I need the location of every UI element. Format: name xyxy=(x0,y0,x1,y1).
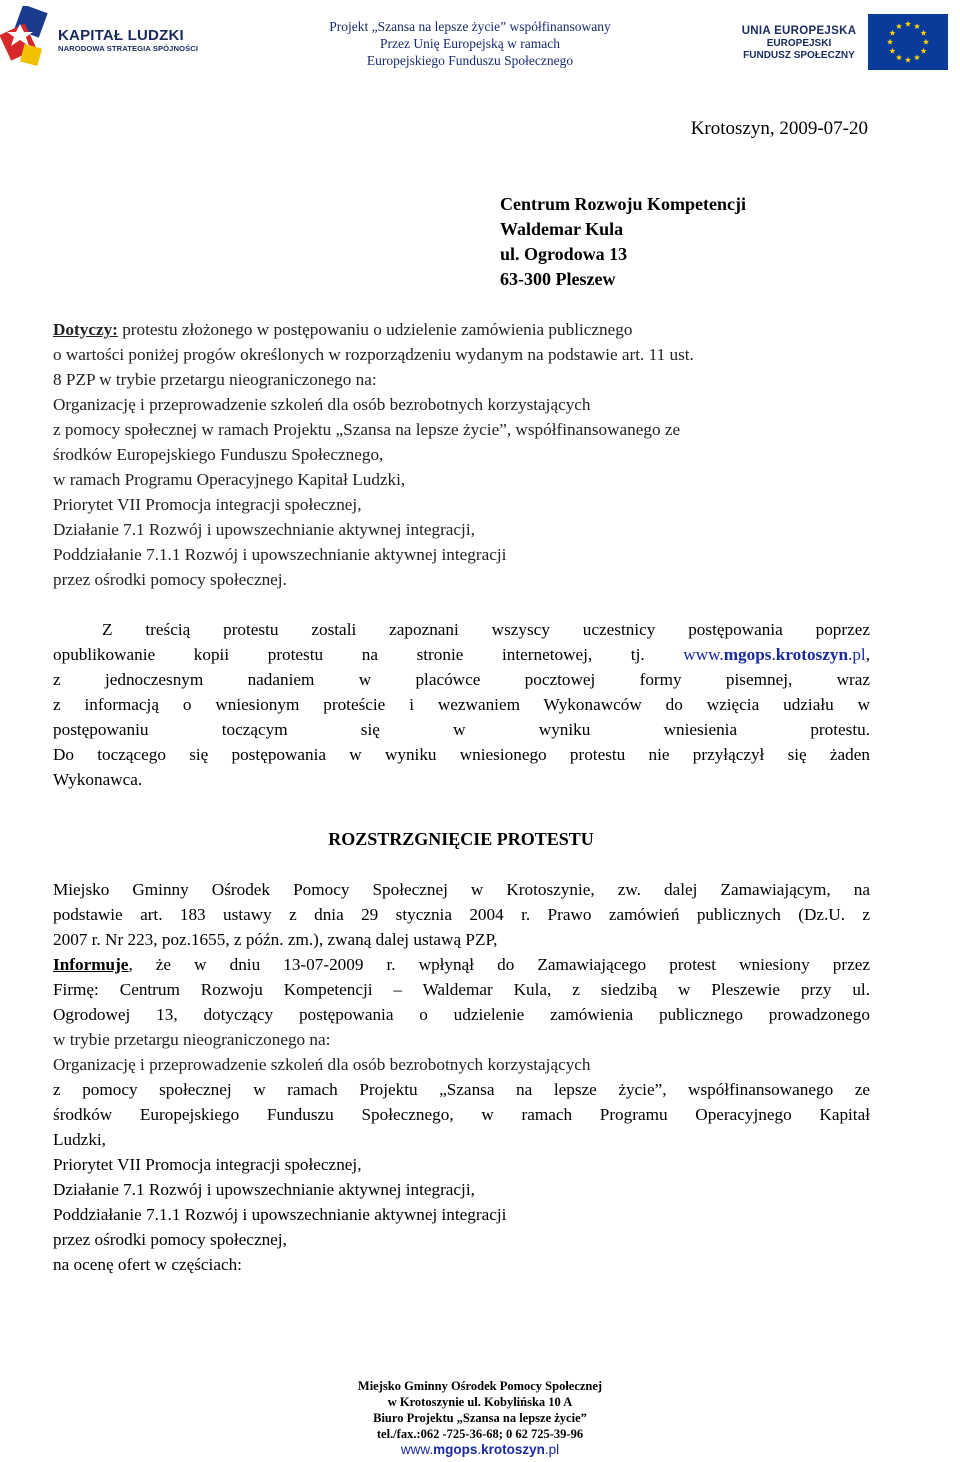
subject-line: Priorytet VII Promocja integracji społecznej, xyxy=(53,495,362,514)
mgops-website-link[interactable]: www.mgops.krotoszyn.pl xyxy=(683,645,866,664)
kapital-ludzki-subtitle: NARODOWA STRATEGIA SPÓJNOŚCI xyxy=(58,44,199,53)
eu-flag-icon xyxy=(868,14,948,70)
informuje-label: Informuje xyxy=(53,955,129,974)
recipient-address-line: ul. Ogrodowa 13 xyxy=(500,244,628,264)
decision-line: podstawie art. 183 ustawy z dnia 29 stycznia 2004 r. Prawo zamówień publicznych (Dz.U. z xyxy=(53,905,870,924)
decision-line: środków Europejskiego Funduszu Społecznego, w ramach Programu Operacyjnego Kapitał xyxy=(53,1105,870,1124)
subject-line: przez ośrodki pomocy społecznej. xyxy=(53,570,287,589)
protest-info-line: opublikowanie kopii protestu na stronie internetowej, tj. www.mgops.krotoszyn.pl, xyxy=(53,645,870,664)
decision-line: przez ośrodki pomocy społecznej, xyxy=(53,1230,287,1249)
eu-logo-title: UNIA EUROPEJSKA xyxy=(741,25,857,37)
decision-line: Ogrodowej 13, dotyczący postępowania o udzielenie zamówienia publicznego prowadzonego xyxy=(53,1005,870,1024)
footer-line: w Krotoszynie ul. Kobylińska 10 A xyxy=(387,1395,573,1409)
eu-logo-line: FUNDUSZ SPOŁECZNY xyxy=(743,50,855,61)
subject-line: o wartości poniżej progów określonych w rozporządzeniu wydanym na podstawie art. 11 ust. xyxy=(53,345,694,364)
decision-text: , że w dniu 13-07-2009 r. wpłynął do Zamawiającego protest wniesiony przez xyxy=(128,955,870,974)
subject-line: Poddziałanie 7.1.1 Rozwój i upowszechnianie aktywnej integracji xyxy=(53,545,507,564)
letter-date: Krotoszyn, 2009-07-20 xyxy=(690,118,868,139)
footer xyxy=(280,1378,680,1458)
project-header-line: Przez Unię Europejską w ramach xyxy=(380,36,560,51)
footer-website-link[interactable]: www.mgops.krotoszyn.pl xyxy=(400,1442,560,1457)
decision-line: na ocenę ofert w częściach: xyxy=(53,1255,242,1274)
protest-info-line: Wykonawca. xyxy=(53,770,143,789)
project-header-line: Projekt „Szansa na lepsze życie” współfinansowany xyxy=(329,19,611,34)
recipient-address-line: 63-300 Pleszew xyxy=(500,269,616,289)
protest-info-line: Z treścią protestu zostali zapoznani wszyscy uczestnicy postępowania poprzez xyxy=(102,620,870,639)
decision-informs-line xyxy=(53,955,870,975)
protest-info-text: opublikowanie kopii protestu na stronie internetowej, tj. xyxy=(53,645,645,664)
protest-info-line: z jednoczesnym nadaniem w placówce pocztowej formy pisemnej, wraz xyxy=(53,670,870,689)
subject-line: Działanie 7.1 Rozwój i upowszechnianie aktywnej integracji, xyxy=(53,520,475,539)
project-header xyxy=(300,18,640,69)
subject-label: Dotyczy: xyxy=(53,320,118,339)
decision-line: Miejsko Gminny Ośrodek Pomocy Społecznej w Krotoszynie, zw. dalej Zamawiającym, na xyxy=(53,880,870,899)
subject-line: 8 PZP w trybie przetargu nieograniczonego na: xyxy=(53,370,377,389)
recipient-address-line: Waldemar Kula xyxy=(500,219,624,239)
kapital-ludzki-logo xyxy=(0,6,215,74)
decision-line: 2007 r. Nr 223, poz.1655, z późn. zm.), zwaną dalej ustawą PZP, xyxy=(53,930,498,949)
footer-line: Miejsko Gminny Ośrodek Pomocy Społecznej xyxy=(357,1379,603,1393)
subject-line: w ramach Programu Operacyjnego Kapitał Ludzki, xyxy=(53,470,406,489)
protest-info-line: postępowaniu toczącym się w wyniku wniesienia protestu. xyxy=(53,720,870,739)
decision-line: Działanie 7.1 Rozwój i upowszechnianie aktywnej integracji, xyxy=(53,1180,475,1199)
protest-info-line: Do toczącego się postępowania w wyniku wniesionego protestu nie przyłączył się żaden xyxy=(53,745,870,764)
eu-logo xyxy=(730,10,955,80)
decision-line: Priorytet VII Promocja integracji społecznej, xyxy=(53,1155,362,1174)
footer-line: Biuro Projektu „Szansa na lepsze życie” xyxy=(373,1411,587,1425)
decision-line: w trybie przetargu nieograniczonego na: xyxy=(53,1030,331,1049)
footer-line: tel./fax.:062 -725-36-68; 0 62 725-39-96 xyxy=(376,1427,584,1441)
project-header-line: Europejskiego Funduszu Społecznego xyxy=(366,53,574,68)
decision-line: Ludzki, xyxy=(53,1130,106,1149)
subject-line: Organizację i przeprowadzenie szkoleń dla osób bezrobotnych korzystających xyxy=(53,395,591,414)
decision-line: Firmę: Centrum Rozwoju Kompetencji – Waldemar Kula, z siedzibą w Pleszewie przy ul. xyxy=(53,980,870,999)
subject-line: środków Europejskiego Funduszu Społecznego, xyxy=(53,445,384,464)
subject-first-line xyxy=(53,320,632,340)
subject-text: protestu złożonego w postępowaniu o udzielenie zamówienia publicznego xyxy=(117,320,633,339)
kapital-ludzki-title: KAPITAŁ LUDZKI xyxy=(58,27,184,44)
decision-line: Organizację i przeprowadzenie szkoleń dla osób bezrobotnych korzystających xyxy=(53,1055,591,1074)
section-heading: ROZSTRZGNIĘCIE PROTESTU xyxy=(328,829,594,849)
decision-line: z pomocy społecznej w ramach Projektu „Szansa na lepsze życie”, współfinansowanego ze xyxy=(53,1080,870,1099)
recipient-address-line: Centrum Rozwoju Kompetencji xyxy=(500,194,746,214)
kapital-ludzki-emblem-icon xyxy=(0,6,60,74)
decision-line: Poddziałanie 7.1.1 Rozwój i upowszechnianie aktywnej integracji xyxy=(53,1205,507,1224)
eu-logo-line: EUROPEJSKI xyxy=(766,38,832,49)
protest-info-line: z informacją o wniesionym proteście i wezwaniem Wykonawców do wzięcia udziału w xyxy=(53,695,870,714)
subject-line: z pomocy społecznej w ramach Projektu „Szansa na lepsze życie”, współfinansowanego ze xyxy=(53,420,681,439)
